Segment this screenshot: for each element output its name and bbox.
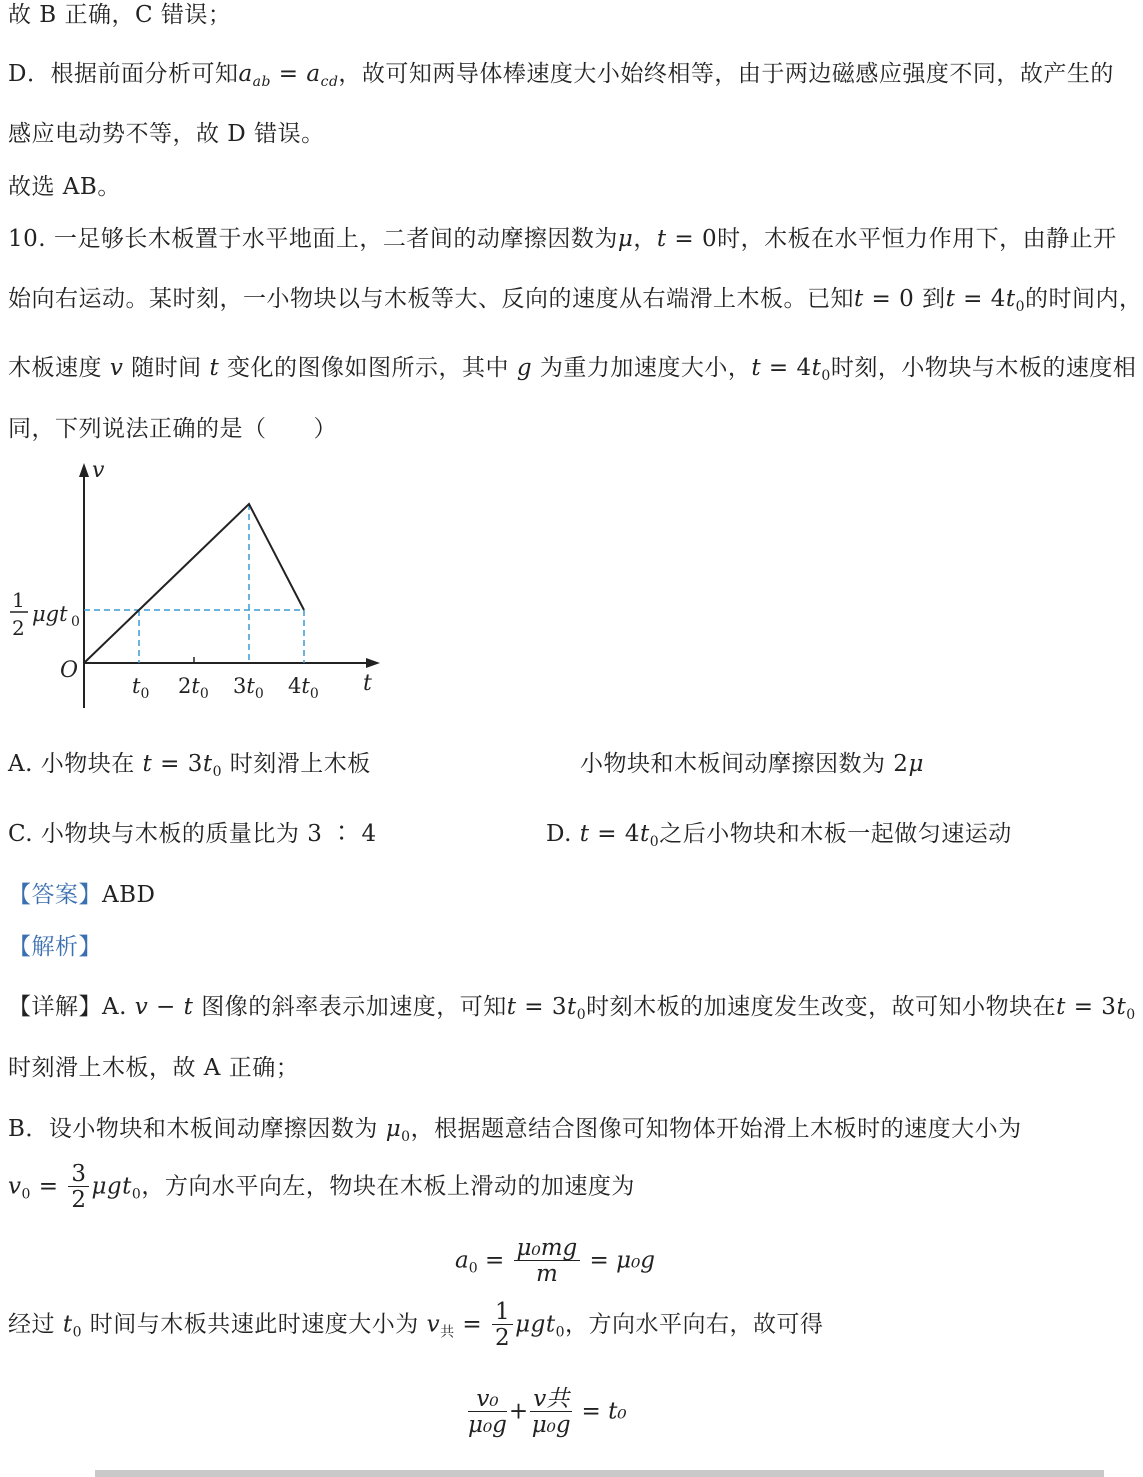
y-label-subscript: 0 (71, 614, 80, 630)
origin-label: O (60, 658, 79, 683)
y-axis-label: v (92, 458, 105, 483)
detail-a-line1: 【详解】A. v − t 图像的斜率表示加速度，可知$t = 3t_0$时刻木板的加速度发生改变，故可知小物块在$t = 3t_0$ (8, 994, 1136, 1023)
detail-a-line2: 时刻滑上木板，故 A 正确； (8, 1055, 300, 1081)
y-label-numerator: 1 (12, 588, 25, 612)
x-tick-label-2: $2t_0$ (178, 674, 209, 702)
option-d-analysis-line1: D．根据前面分析可知$a_{ab} = a_{cd}$，故可知两导体棒速度大小始终相等，由于两边磁感应强度不同，故产生的 (8, 61, 1114, 90)
a0-equation: $a_0$ = $\frac{\text{μ₀mg}}{m}$ = μ₀g (455, 1235, 656, 1287)
pass-t0-line: 经过 $t_0$ 时间与木板共速此时速度大小为 $v_共$ = $\frac{1}{2}$ μgt$_0$，方向水平向右，故可得 (8, 1299, 824, 1351)
answer-value: ABD (102, 882, 156, 908)
option-d-analysis-line2: 感应电动势不等，故 D 错误。 (8, 121, 325, 147)
velocity-time-graph (0, 455, 400, 720)
question-10-line4: 同，下列说法正确的是（ ） (8, 416, 337, 442)
question-10-line2: 始向右运动。某时刻，一小物块以与木板等大、反向的速度从右端滑上木板。已知t = 0 到$t = 4t_0$的时间内， (8, 286, 1143, 315)
option-d: D. $t = 4t_0$之后小物块和木板一起做匀速运动 (546, 821, 1012, 850)
y-label-text: μgt (32, 602, 68, 626)
answer-label: 【答案】 (8, 882, 102, 908)
choose-answer-line: 故选 AB。 (8, 174, 121, 200)
fraction-mu0mg-m: $\frac{\text{μ₀mg}}{m}$ (514, 1236, 581, 1287)
v0-equation-line: $v_0$ = $\frac{3}{2}$ μgt$_0$，方向水平向左，物块在木板上滑动的加速度为 (8, 1161, 635, 1213)
text-line-b-correct: 故 B 正确，C 错误； (8, 2, 232, 28)
page-scroll-edge (95, 1470, 1104, 1477)
x-tick-label-4: $4t_0$ (288, 674, 319, 702)
y-label-denominator: 2 (12, 616, 25, 640)
fraction-1-2: $\frac{1}{2}$ (492, 1300, 513, 1351)
analysis-label: 【解析】 (8, 934, 102, 960)
x-tick-label-3: $3t_0$ (233, 674, 264, 702)
fraction-vgong-mu0g: $\frac{\text{v共}}{\text{μ₀g}}$ (531, 1386, 571, 1438)
detail-b-line1: B．设小物块和木板间动摩擦因数为 $\mu_0$，根据题意结合图像可知物体开始滑上木板时的速度大小为 (8, 1116, 1022, 1145)
x-axis-arrow (366, 658, 380, 668)
fraction-v0-mu0g: $\frac{\text{v₀}}{\text{μ₀g}}$ (468, 1386, 507, 1438)
time-sum-equation: $\frac{\text{v₀}}{\text{μ₀g}}$ + $\frac{\text{v共}}{\text{μ₀g}}$ = t₀ (468, 1386, 627, 1438)
y-axis-arrow (79, 463, 89, 477)
x-axis-label: t (363, 671, 372, 696)
question-10-line1: 10. 一足够长木板置于水平地面上，二者间的动摩擦因数为μ，t = 0时，木板在水平恒力作用下，由静止开 (8, 226, 1117, 252)
fraction-3-2: $\frac{3}{2}$ (68, 1162, 89, 1213)
answer-line (8, 876, 155, 909)
velocity-line (84, 504, 304, 663)
x-tick-label-1: $t_0$ (132, 674, 150, 702)
question-10-line3: 木板速度 v 随时间 t 变化的图像如图所示，其中 g 为重力加速度大小，$t = 4t_0$时刻，小物块与木板的速度相 (8, 355, 1137, 384)
option-b: 小物块和木板间动摩擦因数为 2μ (580, 751, 924, 777)
option-c: C. 小物块与木板的质量比为 3 ∶ 4 (8, 821, 377, 847)
option-a: A. 小物块在 $t = 3t_0$ 时刻滑上木板 (8, 751, 371, 780)
